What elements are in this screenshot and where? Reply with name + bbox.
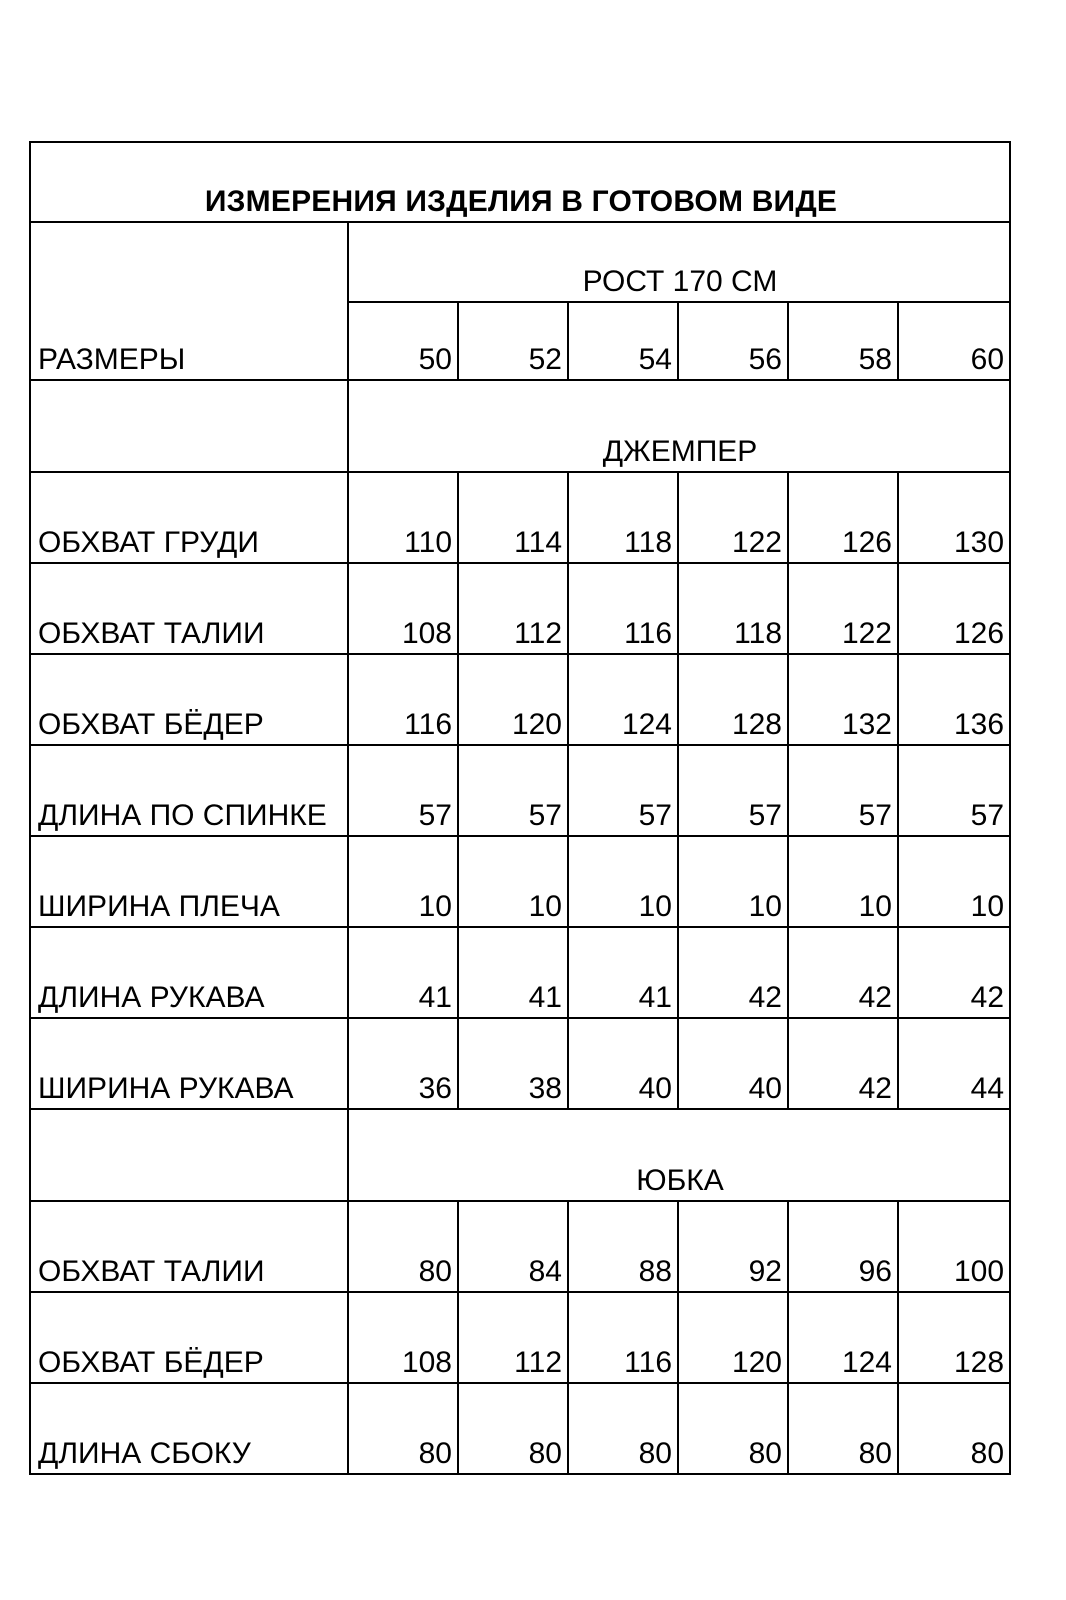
size-header-cell: 60 [898, 302, 1010, 380]
measurement-value: 36 [348, 1018, 458, 1109]
measurement-label: ДЛИНА РУКАВА [30, 927, 348, 1018]
measurement-value: 108 [348, 1292, 458, 1383]
measurement-value: 42 [788, 1018, 898, 1109]
measurement-label: ДЛИНА СБОКУ [30, 1383, 348, 1474]
table-row [30, 472, 1010, 563]
table-row [30, 563, 1010, 654]
table-row [30, 745, 1010, 836]
measurement-label: ОБХВАТ БЁДЕР [30, 1292, 348, 1383]
measurement-value: 92 [678, 1201, 788, 1292]
measurement-value: 40 [678, 1018, 788, 1109]
measurement-value: 57 [678, 745, 788, 836]
table-row [30, 1383, 1010, 1474]
size-header-cell: 54 [568, 302, 678, 380]
measurement-value: 57 [788, 745, 898, 836]
measurement-value: 118 [678, 563, 788, 654]
measurement-value: 108 [348, 563, 458, 654]
measurement-value: 42 [898, 927, 1010, 1018]
measurement-value: 110 [348, 472, 458, 563]
height-row [30, 222, 1010, 302]
measurement-value: 57 [348, 745, 458, 836]
measurement-value: 42 [678, 927, 788, 1018]
measurement-value: 122 [678, 472, 788, 563]
measurement-value: 41 [348, 927, 458, 1018]
section-blank-cell [30, 1109, 348, 1201]
section-blank-cell [30, 380, 348, 472]
table-row [30, 1018, 1010, 1109]
size-header-cell: 56 [678, 302, 788, 380]
size-header-cell: 52 [458, 302, 568, 380]
measurement-value: 128 [678, 654, 788, 745]
measurement-value: 128 [898, 1292, 1010, 1383]
measurement-value: 114 [458, 472, 568, 563]
measurement-value: 80 [458, 1383, 568, 1474]
measurement-value: 120 [458, 654, 568, 745]
table-row [30, 927, 1010, 1018]
section-title: ЮБКА [348, 1109, 1010, 1201]
measurement-value: 112 [458, 563, 568, 654]
measurement-value: 10 [568, 836, 678, 927]
measurement-value: 112 [458, 1292, 568, 1383]
measurement-value: 122 [788, 563, 898, 654]
measurement-value: 10 [898, 836, 1010, 927]
measurement-label: ОБХВАТ ТАЛИИ [30, 563, 348, 654]
measurement-value: 10 [788, 836, 898, 927]
section-row [30, 380, 1010, 472]
measurement-value: 126 [898, 563, 1010, 654]
measurement-value: 57 [898, 745, 1010, 836]
measurement-value: 80 [348, 1383, 458, 1474]
measurement-value: 41 [458, 927, 568, 1018]
table-row [30, 1201, 1010, 1292]
measurement-value: 118 [568, 472, 678, 563]
section-row [30, 1109, 1010, 1201]
measurement-value: 124 [788, 1292, 898, 1383]
height-label: РОСТ 170 СМ [348, 222, 1010, 302]
measurement-value: 88 [568, 1201, 678, 1292]
measurement-label: ШИРИНА ПЛЕЧА [30, 836, 348, 927]
measurement-value: 124 [568, 654, 678, 745]
measurement-value: 80 [788, 1383, 898, 1474]
measurement-label: ШИРИНА РУКАВА [30, 1018, 348, 1109]
section-title: ДЖЕМПЕР [348, 380, 1010, 472]
measurement-label: ДЛИНА ПО СПИНКЕ [30, 745, 348, 836]
measurement-value: 80 [898, 1383, 1010, 1474]
measurement-label: ОБХВАТ ТАЛИИ [30, 1201, 348, 1292]
size-header-cell: 58 [788, 302, 898, 380]
measurement-value: 126 [788, 472, 898, 563]
measurement-value: 40 [568, 1018, 678, 1109]
title-row [30, 142, 1010, 222]
measurement-label: ОБХВАТ БЁДЕР [30, 654, 348, 745]
table-row [30, 1292, 1010, 1383]
measurement-value: 116 [568, 563, 678, 654]
measurement-value: 84 [458, 1201, 568, 1292]
table-row [30, 836, 1010, 927]
size-chart-table [29, 141, 1011, 1475]
measurement-value: 130 [898, 472, 1010, 563]
measurement-value: 10 [348, 836, 458, 927]
measurement-value: 116 [348, 654, 458, 745]
measurement-value: 10 [678, 836, 788, 927]
measurement-value: 38 [458, 1018, 568, 1109]
measurement-value: 80 [568, 1383, 678, 1474]
measurement-value: 116 [568, 1292, 678, 1383]
measurement-value: 57 [568, 745, 678, 836]
measurement-value: 41 [568, 927, 678, 1018]
measurement-value: 132 [788, 654, 898, 745]
measurement-value: 120 [678, 1292, 788, 1383]
measurement-value: 57 [458, 745, 568, 836]
measurement-value: 136 [898, 654, 1010, 745]
sizes-label: РАЗМЕРЫ [30, 222, 348, 380]
measurement-value: 96 [788, 1201, 898, 1292]
measurement-value: 100 [898, 1201, 1010, 1292]
measurement-value: 44 [898, 1018, 1010, 1109]
measurement-value: 42 [788, 927, 898, 1018]
table-row [30, 654, 1010, 745]
measurement-value: 10 [458, 836, 568, 927]
measurement-value: 80 [678, 1383, 788, 1474]
measurement-label: ОБХВАТ ГРУДИ [30, 472, 348, 563]
measurement-value: 80 [348, 1201, 458, 1292]
size-header-cell: 50 [348, 302, 458, 380]
page-title: ИЗМЕРЕНИЯ ИЗДЕЛИЯ В ГОТОВОМ ВИДЕ [30, 142, 1010, 222]
